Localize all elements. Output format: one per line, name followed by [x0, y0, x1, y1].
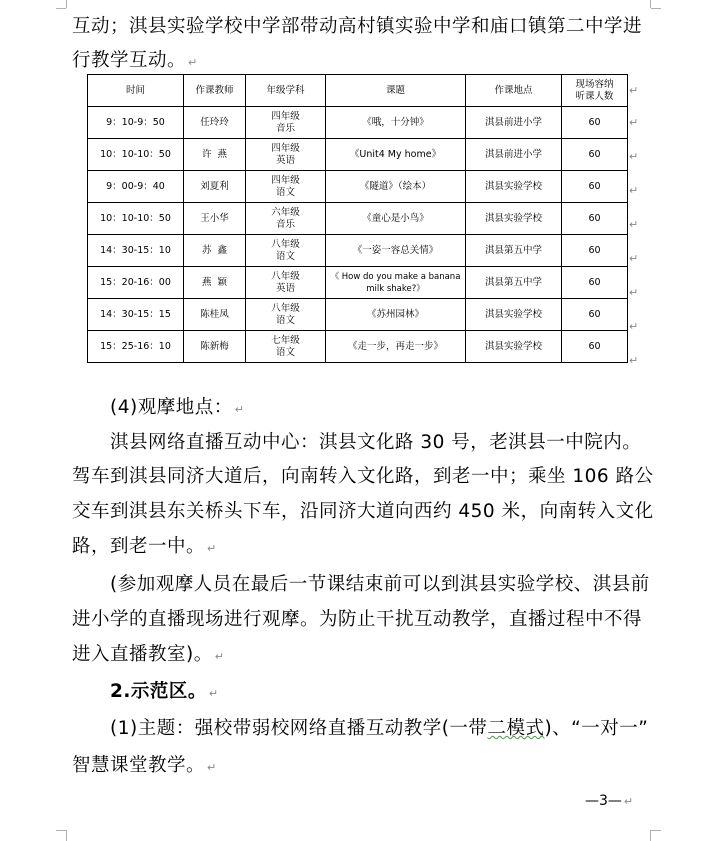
- cell-topic-line2: milk shake?》: [366, 283, 425, 294]
- cell-grade-subject: [246, 299, 326, 331]
- header-audience-line2: 听课人数: [575, 90, 614, 102]
- cell-grade-subject: [246, 139, 326, 171]
- cell-time: 15：20-16：00: [88, 267, 184, 299]
- cell-topic: 《哦，十分钟》: [326, 107, 466, 139]
- row-end-mark-icon: ↵: [629, 354, 639, 367]
- crop-mark-bottom-right: [650, 830, 651, 841]
- table-row: [88, 235, 628, 267]
- cell-subject: 语文: [275, 346, 295, 358]
- cell-topic: 《童心是小鸟》: [326, 203, 466, 235]
- header-audience: [562, 75, 628, 107]
- table-row: [88, 171, 628, 203]
- cell-grade: 六年级: [271, 206, 300, 218]
- cell-topic: 《一姿一容总关情》: [326, 235, 466, 267]
- cell-count: 60: [562, 171, 628, 203]
- header-topic: 课题: [326, 75, 466, 107]
- venue-heading-text: (4)观摩地点：: [110, 397, 233, 418]
- header-grade-subject: 年级学科: [246, 75, 326, 107]
- venue-line-1: 淇县网络直播互动中心：淇县文化路 30 号，老淇县一中院内。: [110, 432, 642, 453]
- venue-heading: [110, 393, 244, 419]
- cell-count: 60: [562, 139, 628, 171]
- paragraph-line: [72, 532, 217, 558]
- cell-subject: 语文: [275, 186, 295, 198]
- cell-place: 淇县第五中学: [466, 267, 562, 299]
- cell-topic: [326, 267, 466, 299]
- crop-mark-top-left-h: [56, 8, 66, 9]
- cell-teacher: 刘夏利: [184, 171, 246, 203]
- cell-grade-subject: [246, 203, 326, 235]
- cell-subject: 语文: [275, 314, 295, 326]
- cell-grade: 八年级: [271, 270, 300, 282]
- paragraph-line: [110, 714, 648, 740]
- paragraph-mark-icon: ↵: [207, 761, 217, 774]
- paragraph-line: [72, 605, 642, 631]
- cell-place: 淇县实验学校: [466, 299, 562, 331]
- theme-line-1a: (1)主题：强校带弱校网络直播互动教学(一带: [110, 718, 488, 739]
- cell-teacher: 陈新梅: [184, 331, 246, 363]
- row-end-mark-icon: ↵: [629, 184, 639, 197]
- paragraph-line: [72, 497, 654, 523]
- schedule-table: [87, 74, 628, 363]
- cell-grade-subject: [246, 107, 326, 139]
- cell-teacher: 苏 鑫: [184, 235, 246, 267]
- cell-grade: 四年级: [271, 142, 300, 154]
- crop-mark-bottom-right-h: [651, 830, 661, 831]
- crop-mark-top-left: [66, 0, 67, 8]
- cell-count: 60: [562, 299, 628, 331]
- cell-time: 9：00-9：40: [88, 171, 184, 203]
- cell-time: 14：30-15：10: [88, 235, 184, 267]
- table-row: [88, 267, 628, 299]
- crop-mark-top-right: [650, 0, 651, 8]
- table-row: [88, 107, 628, 139]
- paragraph-line: [72, 462, 654, 488]
- cell-time: 14：30-15：15: [88, 299, 184, 331]
- row-end-mark-icon: ↵: [629, 150, 639, 163]
- cell-subject: 音乐: [275, 218, 295, 230]
- cell-place: 淇县实验学校: [466, 331, 562, 363]
- cell-teacher: 陈桂凤: [184, 299, 246, 331]
- cell-grade: 八年级: [271, 238, 300, 250]
- cell-time: 10：10-10：50: [88, 203, 184, 235]
- cell-grade-subject: [246, 235, 326, 267]
- venue-line-4: 路，到老一中。: [72, 536, 206, 557]
- paragraph-line: [72, 46, 198, 72]
- header-audience-line1: 现场容纳: [575, 78, 614, 90]
- cell-place: 淇县实验学校: [466, 171, 562, 203]
- cell-place: 淇县前进小学: [466, 139, 562, 171]
- cell-grade: 八年级: [271, 302, 300, 314]
- cell-count: 60: [562, 331, 628, 363]
- table-header-row: [88, 75, 628, 107]
- table-row: [88, 139, 628, 171]
- crop-mark-bottom-left: [66, 830, 67, 841]
- paragraph-mark-icon: ↵: [234, 403, 245, 416]
- cell-grade-subject: [246, 331, 326, 363]
- cell-grade: 七年级: [271, 334, 300, 346]
- cell-grade-subject: [246, 267, 326, 299]
- text-line-2: 行教学互动。: [72, 50, 187, 71]
- row-end-mark-icon: ↵: [629, 286, 639, 299]
- header-place: 作课地点: [466, 75, 562, 107]
- table-row: [88, 331, 628, 363]
- row-end-mark-icon: ↵: [629, 116, 639, 129]
- page-number-text: —3—: [585, 793, 622, 809]
- cell-count: 60: [562, 235, 628, 267]
- row-end-mark-icon: ↵: [629, 84, 639, 97]
- cell-subject: 语文: [275, 250, 295, 262]
- row-end-mark-icon: ↵: [629, 218, 639, 231]
- cell-teacher: 王小华: [184, 203, 246, 235]
- crop-mark-top-right-h: [651, 8, 661, 9]
- header-time: 时间: [88, 75, 184, 107]
- cell-subject: 英语: [275, 282, 295, 294]
- paragraph-line: [110, 428, 641, 454]
- paragraph-mark-icon: ↵: [208, 687, 219, 700]
- cell-topic-line1: 《 How do you make a banana: [330, 271, 461, 282]
- table-row: [88, 203, 628, 235]
- venue-line-3: 交车到淇县东关桥头下车，沿同济大道向西约 450 米，向南转入文化: [72, 501, 654, 522]
- page-number: [585, 793, 633, 809]
- venue-line-2: 驾车到淇县同济大道后，向南转入文化路，到老一中；乘坐 106 路公: [72, 466, 654, 487]
- text-line-1: 互动；淇县实验学校中学部带动高村镇实验中学和庙口镇第二中学进: [72, 16, 643, 37]
- row-end-mark-icon: ↵: [629, 252, 639, 265]
- paragraph-mark-icon: ↵: [188, 56, 198, 69]
- paragraph-line: [72, 751, 217, 777]
- crop-mark-bottom-left-h: [56, 830, 66, 831]
- cell-time: 10：10-10：50: [88, 139, 184, 171]
- paragraph-mark-icon: ↵: [623, 795, 634, 808]
- cell-count: 60: [562, 267, 628, 299]
- paragraph-mark-icon: ↵: [207, 542, 217, 555]
- cell-topic: 《苏州园林》: [326, 299, 466, 331]
- cell-time: 15：25-16：10: [88, 331, 184, 363]
- cell-count: 60: [562, 107, 628, 139]
- section-heading: [110, 677, 219, 703]
- cell-teacher: 燕 颖: [184, 267, 246, 299]
- cell-subject: 音乐: [275, 122, 295, 134]
- cell-place: 淇县实验学校: [466, 203, 562, 235]
- paragraph-line: [110, 570, 650, 596]
- note-line-3: 进入直播教室)。: [72, 644, 213, 665]
- cell-topic: 《Unit4 My home》: [326, 139, 466, 171]
- cell-time: 9：10-9：50: [88, 107, 184, 139]
- cell-subject: 英语: [275, 154, 295, 166]
- paragraph-mark-icon: ↵: [214, 650, 225, 663]
- cell-teacher: 任玲玲: [184, 107, 246, 139]
- cell-grade: 四年级: [271, 174, 300, 186]
- note-line-1: (参加观摩人员在最后一节课结束前可以到淇县实验学校、淇县前: [110, 574, 650, 595]
- row-end-mark-icon: ↵: [629, 320, 639, 333]
- theme-line-1b: 二模式: [487, 718, 545, 739]
- theme-line-1c: )、“一对一”: [544, 718, 649, 739]
- cell-place: 淇县前进小学: [466, 107, 562, 139]
- section-2-title: 2.示范区。: [110, 681, 207, 702]
- cell-grade-subject: [246, 171, 326, 203]
- cell-grade: 四年级: [271, 110, 300, 122]
- table-row: [88, 299, 628, 331]
- header-teacher: 作课教师: [184, 75, 246, 107]
- cell-topic: 《隧道》（绘本）: [326, 171, 466, 203]
- paragraph-line: [72, 12, 642, 38]
- cell-place: 淇县第五中学: [466, 235, 562, 267]
- cell-count: 60: [562, 203, 628, 235]
- theme-line-2: 智慧课堂教学。: [72, 755, 206, 776]
- cell-topic: 《走一步，再走一步》: [326, 331, 466, 363]
- paragraph-line: [72, 640, 224, 666]
- note-line-2: 进小学的直播现场进行观摩。为防止干扰互动教学，直播过程中不得: [72, 609, 643, 630]
- cell-teacher: 许 燕: [184, 139, 246, 171]
